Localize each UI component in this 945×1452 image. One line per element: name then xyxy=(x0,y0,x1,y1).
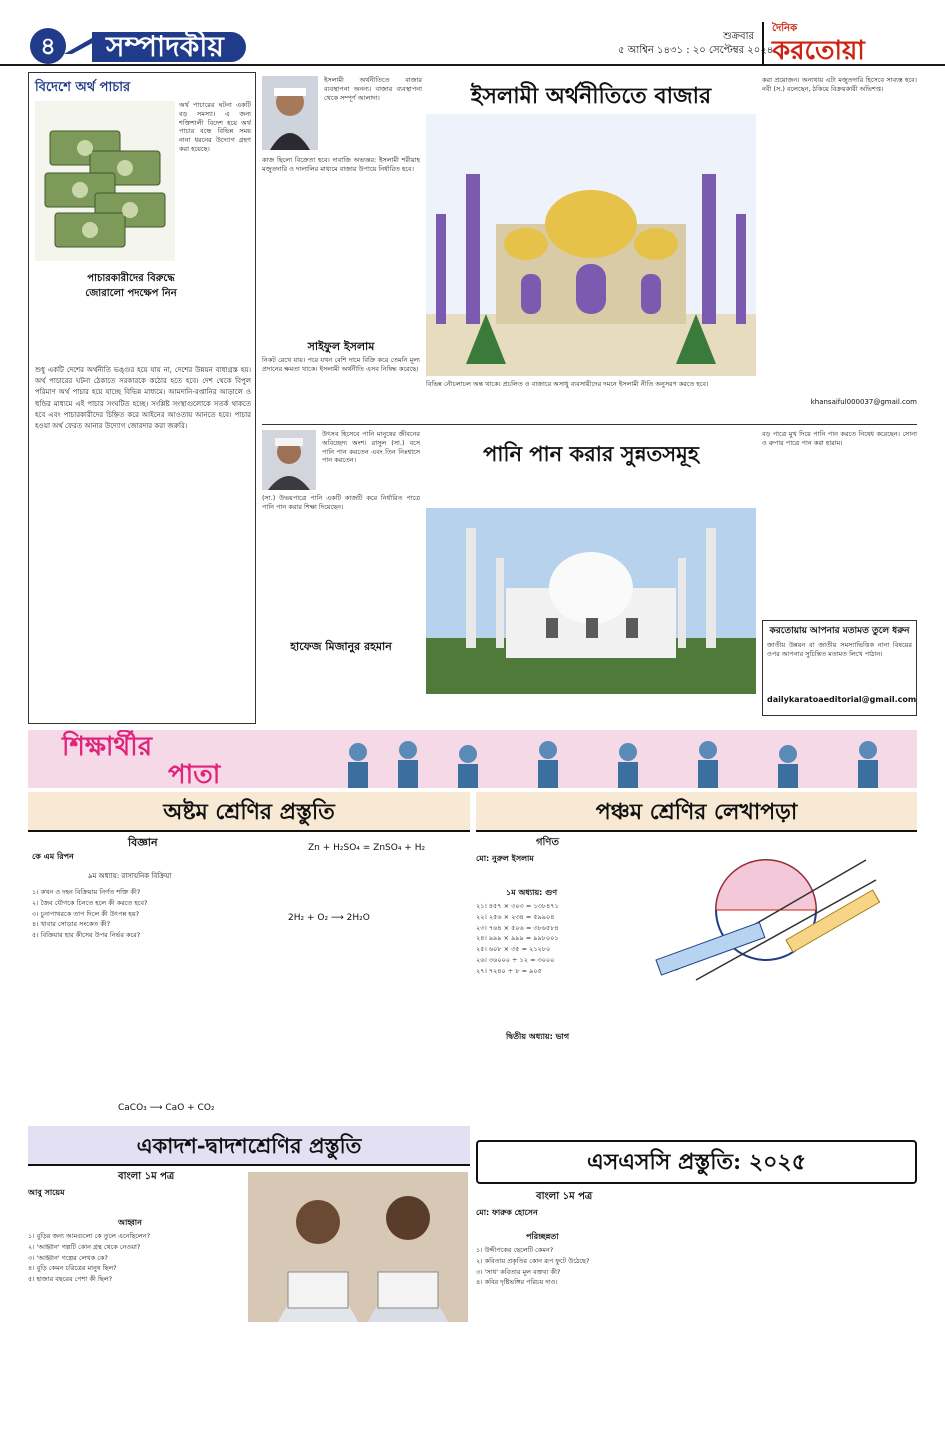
class5-item: ২৩। ৭৬৪ × ৫০৬ = ৩৮৬৫৮৪ xyxy=(476,923,559,932)
class8-chapter: ৯ম অধ্যায়: রাসায়নিক বিক্রিয়া xyxy=(88,872,172,880)
class5-item: ২৬। ৩৬০০০ ÷ ১২ = ৩০০০ xyxy=(476,955,555,964)
class8-q4: ৪। খাবার সোডার সংকেত কী? xyxy=(32,920,111,929)
article2-author: হাফেজ মিজানুর রহমান xyxy=(290,640,392,653)
article-islamic-economy xyxy=(262,72,917,420)
ssc-title: এসএসসি প্রস্তুতি: ২০২৫ xyxy=(586,1149,807,1175)
weekday: শুক্রবার xyxy=(723,31,754,42)
ssc-topic: পরিচ্ছন্নতা xyxy=(526,1232,559,1241)
class5-chapter2: দ্বিতীয় অধ্যায়: ভাগ xyxy=(506,1032,570,1041)
editorial-pull-quote: পাচারকারীদের বিরুদ্ধে জোরালো পদক্ষেপ নিন xyxy=(85,273,177,299)
opinion-title: করতোয়ায় আপনার মতামত তুলে ধরুন xyxy=(769,626,910,636)
article2-col1: উৎসব হিসেবে পানি মানুষের জীবনের অবিচ্ছেদ্য অংশ। রাসুল (সা.) বসে পানি পান করতেন এবং তিন নিঃশ্বাসে পান করতেন। xyxy=(322,430,420,465)
editorial-body: শুধু একটি দেশের অর্থনীতি ভঙ্গুর হয়ে যায় না, দেশের উন্নয়ন বাধাগ্রস্ত হয়। অর্থ পাচারের ঘটনা ঠেকাতে সরকারকে কঠোর হতে হবে। দেশ থেকে বিপুল পরিমাণ অর্থ পাচার হয়ে যাচ্ছে বিভিন্ন মাধ্যমে। আমদানি-রপ্তানির আড়ালে ও হুন্ডির মাধ্যমে এই পাচার সংঘটিত হচ্ছে। সংশ্লিষ্ট সংস্থাগুলোকে সতর্ক থাকতে হবে এবং পাচারকারীদের চিহ্নিত করে আইনের আওতায় আনতে হবে। পাচার হওয়া অর্থ ফেরত আনার উদ্যোগ জোরদার করা জরুরি। xyxy=(35,366,251,430)
class8-equation2: CaCO₃ ⟶ CaO + CO₂ xyxy=(118,1103,215,1113)
students-reading-photo xyxy=(248,1172,468,1322)
article1-col3: বিভিন্ন নৌচলাচল অন্ত থাকে। প্রচলিত ও বাজারে অসাধু ব্যবসায়ীদের দমনে ইসলামী নীতি অনুসরণ করতে হবে। xyxy=(426,380,709,388)
editorial-title: বিদেশে অর্থ পাচার xyxy=(35,80,131,95)
class8-title: অষ্টম শ্রেণির প্রস্তুতি xyxy=(163,799,335,825)
divider xyxy=(262,424,917,425)
class1112-topic: আহ্বান xyxy=(118,1218,142,1227)
class5-item: ২৭। ৭২৪০ ÷ ৮ = ৯০৫ xyxy=(476,966,542,975)
ssc-q4: ৪। কবির দৃষ্টিভঙ্গির পরিচয় দাও। xyxy=(476,1278,558,1287)
ssc-teacher: মো: ফারুক হোসেন xyxy=(476,1208,538,1217)
ssc-questions xyxy=(476,1246,616,1442)
class8-q3: ৩। চুনাপাথরকে তাপ দিলে কী উৎপন্ন হয়? xyxy=(32,909,140,918)
class1112-questions xyxy=(28,1232,238,1442)
class8-q1: ১। কখন ও দহন বিক্রিয়ায় নির্গত শক্তি কী? xyxy=(32,888,141,896)
class5-chapter1: ১ম অধ্যায়: গুণ xyxy=(506,888,558,897)
ssc-q1: ১। উদ্দীপকের ছেলেটি কেমন? xyxy=(476,1246,554,1254)
students-banner xyxy=(28,730,917,788)
banner-title-line1: শিক্ষার্থীর xyxy=(62,732,153,762)
section-title: সম্পাদকীয় xyxy=(92,32,246,62)
class5-section xyxy=(476,792,917,1122)
article1-lead: ইসলামী অর্থনীতিতে বাজার ব্যবস্থাপনা অনন্য। বাজার ব্যবস্থাপনা থেকে সম্পূর্ণ আলাদা। xyxy=(324,76,422,102)
class5-subject: গণিত xyxy=(536,837,559,848)
class1112-q1: ১। বুড়ির জন্য আমগুলো কে তুলে এনেছিলেন? xyxy=(28,1232,151,1240)
article1-col2: নিকট রেখে যায়। পরে যখন বেশি দামে বিক্রি করে তেমনি মূল্য প্রদানের ক্ষমতা থাকে। ইসলামী অর্থনীতি এসব নিষিদ্ধ করেছে। xyxy=(262,356,420,373)
banner-title-line2: পাতা xyxy=(168,760,221,788)
article1-col4: করা প্রয়োজন। অন্যথায় এটা মজুতদারি হিসেবে সাব্যস্ত হবে। নবী (স.) বলেছেন, ঠকিয়ে বিক্রয়কারী অভিশপ্ত। xyxy=(762,76,917,93)
class8-teacher: কে এম রিপন xyxy=(32,852,74,861)
article2-title: পানি পান করার সুন্নতসমূহ xyxy=(483,441,699,466)
article1-author: সাইফুল ইসলাম xyxy=(307,340,375,353)
article2-col2: (সা.) উভয়পাত্রে পানি একটি কাজটি করে নির্ধারিত পাত্রে পানি পান করার শিক্ষা দিয়েছেন। xyxy=(262,494,420,511)
ssc-q3: ৩। 'সাধ' কবিতার মূল বক্তব্য কী? xyxy=(476,1267,561,1276)
class8-equation3: 2H₂ + O₂ ⟶ 2H₂O xyxy=(288,913,370,923)
publish-date: ৫ আশ্বিন ১৪৩১ : ২০ সেপ্টেম্বর ২০২৪ xyxy=(618,45,774,56)
ssc-q2: ২। কবিতায় প্রকৃতির কোন রূপ ফুটে উঠেছে? xyxy=(476,1256,590,1265)
ssc-section xyxy=(476,1126,917,1446)
class1112-section xyxy=(28,1126,470,1446)
class8-header xyxy=(28,792,470,832)
editorial-intro: অর্থ পাচারের ঘটনা একটি বড় সমস্যা। এ জন্য শক্তিশালী বিদেশ হয়ে অর্থ পাচার বন্ধে বিভিন্ন সময় নানা ধরনের উদ্যোগ গ্রহণ করা হয়েছে। xyxy=(179,101,251,153)
opinion-email: dailykaratoaeditorial@gmail.com xyxy=(767,695,917,705)
page-number: ৪ xyxy=(30,28,66,64)
article-drinking-water xyxy=(262,428,917,724)
class1112-header xyxy=(28,1126,470,1166)
masthead-name: করতোয়া xyxy=(772,35,865,66)
ssc-subject: বাংলা ১ম পত্র xyxy=(536,1191,593,1202)
math-tools-illustration xyxy=(636,840,906,990)
class8-q5: ৫। বিক্রিয়ার হার কীসের উপর নির্ভর করে? xyxy=(32,931,141,940)
class8-subject: বিজ্ঞান xyxy=(128,836,158,849)
class1112-teacher: আবু সায়েম xyxy=(28,1188,65,1197)
article1-col1: কাজ ছিলো বিক্রেতা হবে। দাবাজি অভ্যন্তর: ইসলামী শরীয়াহ মজুতদারি ও দালালির মাধ্যমে বাজার উপায়ে নির্ধারিত হবে। xyxy=(262,156,420,173)
class1112-subject: বাংলা ১ম পত্র xyxy=(118,1171,175,1182)
masthead-small: দৈনিক xyxy=(772,23,798,34)
white-mosque-photo xyxy=(426,508,756,694)
class5-items xyxy=(476,902,626,1112)
money-stack-image xyxy=(35,101,175,261)
class5-item: ২১। ৪৫৭ × ৩০৩ = ১৩৮৪৭১ xyxy=(476,902,559,910)
class1112-title: একাদশ-দ্বাদশশ্রেণির প্রস্তুতি xyxy=(136,1133,362,1158)
opinion-body: জাতীয় উন্নয়ন বা জাতীয় সমস্যাভিত্তিক নানা বিষয়ের ওপর আপনার সুচিন্তিত মতামত লিখে পাঠান। xyxy=(767,641,912,658)
class5-item: ২৫। ৬০৮ × ৩৫ = ২১২৮০ xyxy=(476,945,551,954)
class8-equation1: Zn + H₂SO₄ = ZnSO₄ + H₂ xyxy=(308,843,426,853)
class8-questions xyxy=(32,888,262,1118)
class5-header xyxy=(476,792,917,832)
article1-title: ইসলামী অর্থনীতিতে বাজার xyxy=(470,83,712,109)
opinion-box xyxy=(762,620,917,716)
ssc-header xyxy=(476,1140,917,1184)
page-header xyxy=(0,0,945,66)
article2-col3: বড় পাত্রে মুখ দিয়ে পানি পান করতে নিষেধ করেছেন। সোনা ও রুপার পাত্রে পান করা হারাম। xyxy=(762,430,917,447)
class5-title: পঞ্চম শ্রেণির লেখাপড়া xyxy=(595,799,798,825)
class8-q2: ২। জৈব যৌগকে চিনতে হলে কী করতে হবে? xyxy=(32,898,148,907)
editorial-box xyxy=(28,72,256,724)
class1112-q4: ৪। বুড়ি কেমন চরিত্রের মানুষ ছিল? xyxy=(28,1264,117,1273)
class1112-q2: ২। 'আহ্বান' গল্পটি কোন গ্রন্থ থেকে নেওয়া? xyxy=(28,1242,141,1251)
class1112-q3: ৩। 'আহ্বান' গল্পের লেখক কে? xyxy=(28,1253,108,1262)
class1112-q5: ৫। হাজার বছরের পেশা কী ছিল? xyxy=(28,1275,113,1284)
class8-section xyxy=(28,792,470,1122)
author-photo xyxy=(262,76,318,150)
class5-item: ২২। ২৫৬ × ২৩৪ = ৫৯৯০৪ xyxy=(476,912,555,921)
mosque-illustration xyxy=(426,114,756,376)
class5-teacher: মো: নুরুল ইসলাম xyxy=(476,854,534,863)
class5-item: ২৪। ৯৯৯ × ৯৯৯ = ৯৯৮০০১ xyxy=(476,934,559,943)
author2-photo xyxy=(262,430,316,490)
masthead xyxy=(762,22,937,66)
article1-email: khansaiful000037@gmail.com xyxy=(810,398,917,406)
students-banner-photo xyxy=(28,730,917,788)
